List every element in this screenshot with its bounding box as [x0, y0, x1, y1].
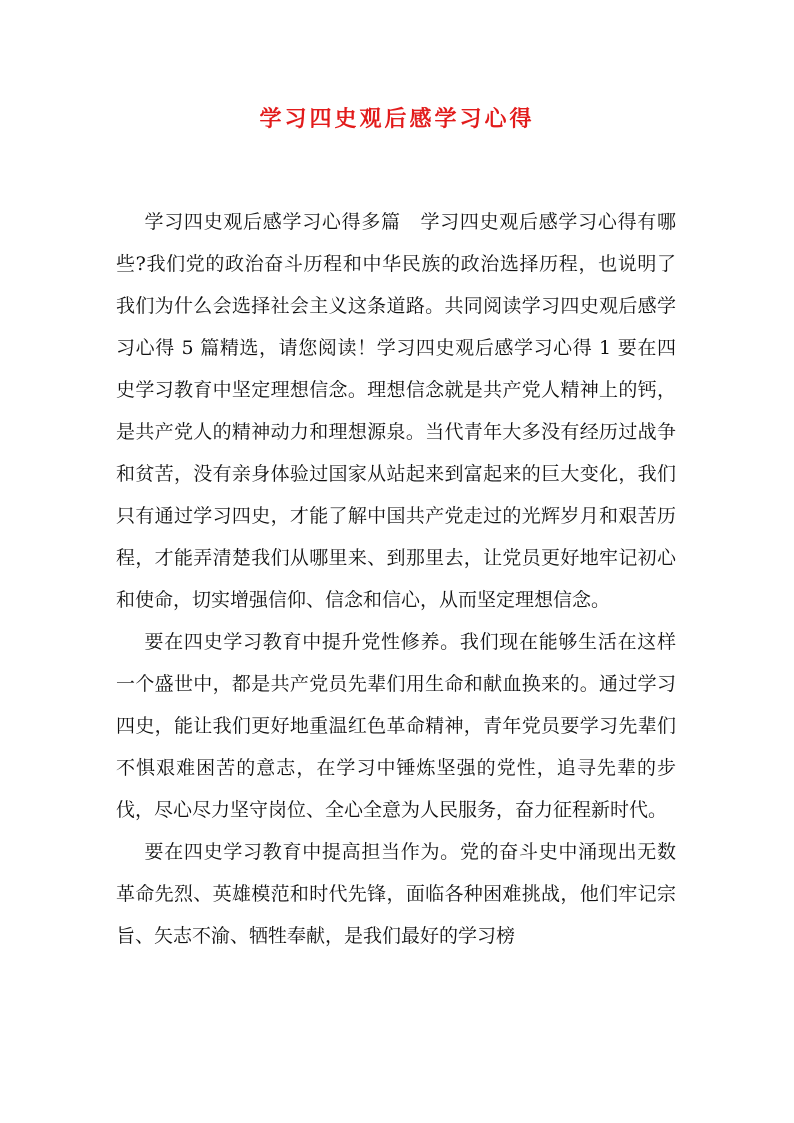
paragraph-1: 学习四史观后感学习心得多篇 学习四史观后感学习心得有哪些?我们党的政治奋斗历程和中华民族的政治选择历程，也说明了我们为什么会选择社会主义这条道路。共同阅读学习四史观后感学习心得 5 篇精选，请您阅读！学习四史观后感学习心得 1 要在四史学习教育中坚定理想信念。理想信念就是共产党人精神上的钙，是共产党人的精神动力和理想源泉。当代青年大多没有经历过战争和贫苦，没有亲身体验过国家从站起来到富起来的巨大变化，我们只有通过学习四史，才能了解中国共产党走过的光辉岁月和艰苦历程，才能弄清楚我们从哪里来、到那里去，让党员更好地牢记初心和使命，切实增强信仰、信念和信心，从而坚定理想信念。: [116, 211, 676, 611]
document-title: 学习四史观后感学习心得: [259, 106, 535, 132]
document-body: [116, 201, 676, 957]
paragraph-3: 要在四史学习教育中提高担当作为。党的奋斗史中涌现出无数革命先烈、英雄模范和时代先锋，面临各种困难挑战，他们牢记宗旨、矢志不渝、牺牲奉献，是我们最好的学习榜: [116, 841, 676, 947]
paragraph-2: 要在四史学习教育中提升党性修养。我们现在能够生活在这样一个盛世中，都是共产党员先辈们用生命和献血换来的。通过学习四史，能让我们更好地重温红色革命精神，青年党员要学习先辈们不惧艰难困苦的意志，在学习中锤炼坚强的党性，追寻先辈的步伐，尽心尽力坚守岗位、全心全意为人民服务，奋力征程新时代。: [116, 631, 676, 821]
